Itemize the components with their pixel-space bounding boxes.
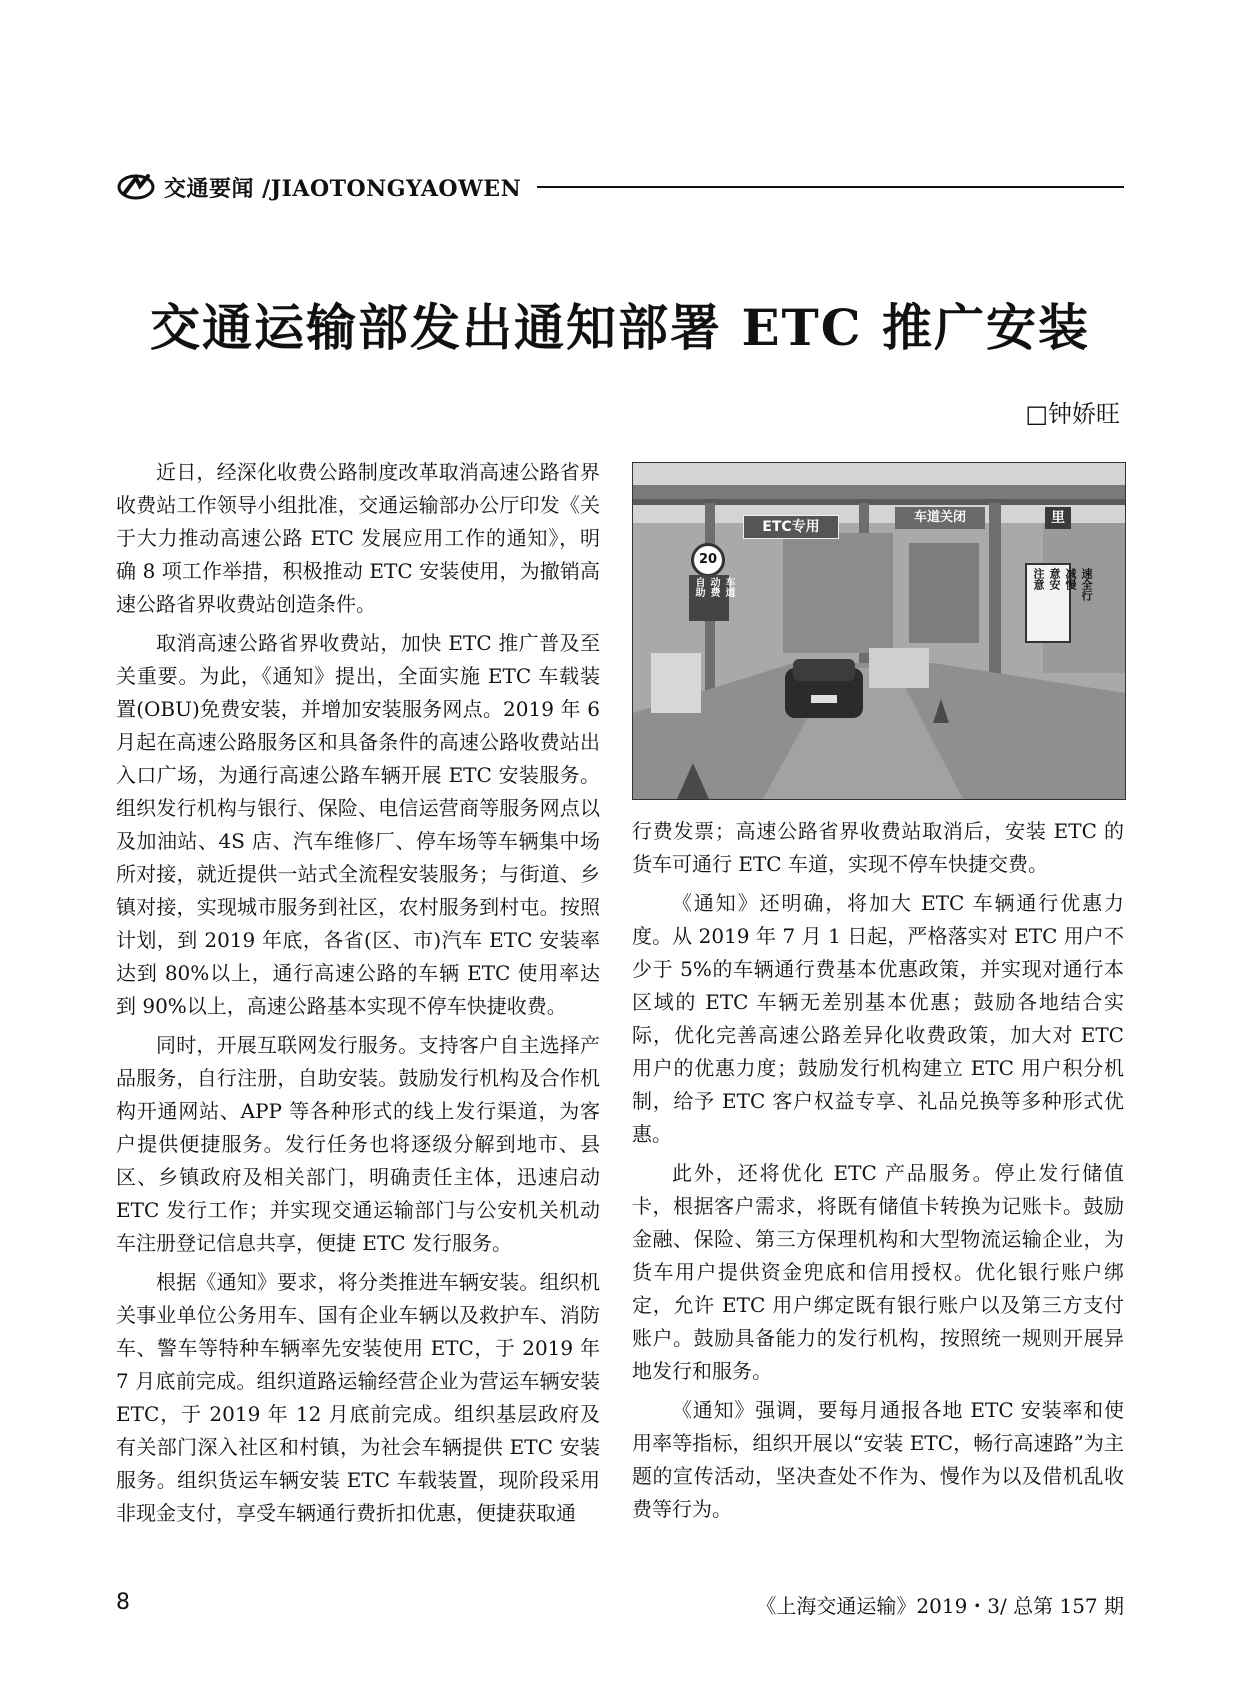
article-right-column: [632, 815, 1124, 1532]
etc-lane-sign-label: ETC专用: [762, 519, 820, 535]
slow-sign-col-1: 注意: [1032, 568, 1045, 590]
section-header: [116, 170, 1124, 204]
etc-lane-sign: [743, 515, 839, 539]
article-left-column: [116, 456, 600, 1536]
section-title: 交通要闻 /JIAOTONGYAOWEN: [164, 175, 522, 202]
header-rule: [537, 186, 1124, 188]
paragraph-continuation: 行费发票；高速公路省界收费站取消后，安装 ETC 的货车可通行 ETC 车道，实现不停车快捷交费。: [632, 819, 1124, 876]
slow-sign-col-2: 意安: [1048, 568, 1061, 590]
slow-sign-col-3: 减慢: [1064, 568, 1077, 590]
paragraph: 《通知》强调，要每月通报各地 ETC 安装率和使用率等指标，组织开展以“安装 ETC，畅行高速路”为主题的宣传活动，坚决查处不作为、慢作为以及借机乱收费等行为。: [632, 1398, 1124, 1521]
paragraph: 根据《通知》要求，将分类推进车辆安装。组织机关事业单位公务用车、国有企业车辆以及救护车、消防车、警车等特种车辆率先安装使用 ETC，于 2019 年 7 月底前完成。组织道路运输经营企业为营运车辆安装 ETC，于 2019 年 12 月底前完成。组织基层政府及有关部门深入社区和村镇，为社会车辆提供 ETC 安装服务。组织货运车辆安装 ETC 车载装置，现阶段采用非现金支付，享受车辆通行费折扣优惠，便捷获取通: [116, 1270, 600, 1525]
paragraph: 《通知》还明确，将加大 ETC 车辆通行优惠力度。从 2019 年 7 月 1 日起，严格落实对 ETC 用户不少于 5%的车辆通行费基本优惠政策，并实现对通行本区域的 ETC 车辆无差别基本优惠；鼓励各地结合实际，优化完善高速公路差异化收费政策，加大对 ETC 用户的优惠力度；鼓励发行机构建立 ETC 用户积分机制，给予 ETC 客户权益专享、礼品兑换等多种形式优惠。: [632, 891, 1124, 1146]
slow-sign-col-4: 速全行: [1080, 568, 1093, 601]
page-number: 8: [116, 1590, 130, 1615]
li-sign-label: 里: [1051, 510, 1065, 526]
paragraph: 同时，开展互联网发行服务。支持客户自主选择产品服务，自行注册，自助安装。鼓励发行机构及合作机构开通网站、APP 等各种形式的线上发行渠道，为客户提供便捷服务。发行任务也将逐级分解到地市、县区、乡镇政府及相关部门，明确责任主体，迅速启动 ETC 发行工作；并实现交通运输部门与公安机关机动车注册登记信息共享，便捷 ETC 发行服务。: [116, 1033, 600, 1255]
paragraph: 近日，经深化收费公路制度改革取消高速公路省界收费站工作领导小组批准，交通运输部办公厅印发《关于大力推动高速公路 ETC 发展应用工作的通知》，明确 8 项工作举措，积极推动 ETC 安装使用，为撤销高速公路省界收费站创造条件。: [116, 460, 600, 616]
lane-closed-sign-label: 车道关闭: [913, 510, 966, 525]
magazine-logo-icon: [116, 172, 156, 202]
lane-closed-sign: [895, 507, 985, 529]
paragraph: 此外，还将优化 ETC 产品服务。停止发行储值卡，根据客户需求，将既有储值卡转换为记账卡。鼓励金融、保险、第三方保理机构和大型物流运输企业，为货车用户提供资金兜底和信用授权。优化银行账户绑定，允许 ETC 用户绑定既有银行账户以及第三方支付账户。鼓励具备能力的发行机构，按照统一规则开展异地发行和服务。: [632, 1161, 1124, 1383]
publication-info: 《上海交通运输》2019・3/ 总第 157 期: [756, 1594, 1124, 1618]
speed-limit-value: 20: [698, 552, 718, 567]
article-author: □钟娇旺: [1025, 400, 1120, 428]
slow-down-sign: [1025, 563, 1093, 643]
article-title: 交通运输部发出通知部署 ETC 推广安装: [150, 298, 1090, 357]
paragraph: 取消高速公路省界收费站，加快 ETC 推广普及至关重要。为此，《通知》提出，全面实施 ETC 车载装置(OBU)免费安装，并增加安装服务网点。2019 年 6 月起在高速公路服务区和具备条件的高速公路收费站出入口广场，为通行高速公路车辆开展 ETC 安装服务。组织发行机构与银行、保险、电信运营商等服务网点以及加油站、4S 店、汽车维修厂、停车场等车辆集中场所对接，就近提供一站式全流程安装服务；与街道、乡镇对接，实现城市服务到社区，农村服务到村屯。按照计划，到 2019 年底，各省(区、市)汽车 ETC 安装率达到 80%以上，通行高速公路的车辆 ETC 使用率达到 90%以上，高速公路基本实现不停车快捷收费。: [116, 631, 600, 1018]
self-service-col-2: 动费: [708, 577, 719, 597]
self-service-col-3: 车道: [723, 577, 734, 597]
speed-limit-sign: [691, 543, 725, 577]
li-sign: [1045, 507, 1071, 529]
self-service-lane-sign: [689, 575, 734, 621]
self-service-col-1: 自助: [693, 577, 704, 597]
toll-station-photo: [632, 462, 1126, 800]
